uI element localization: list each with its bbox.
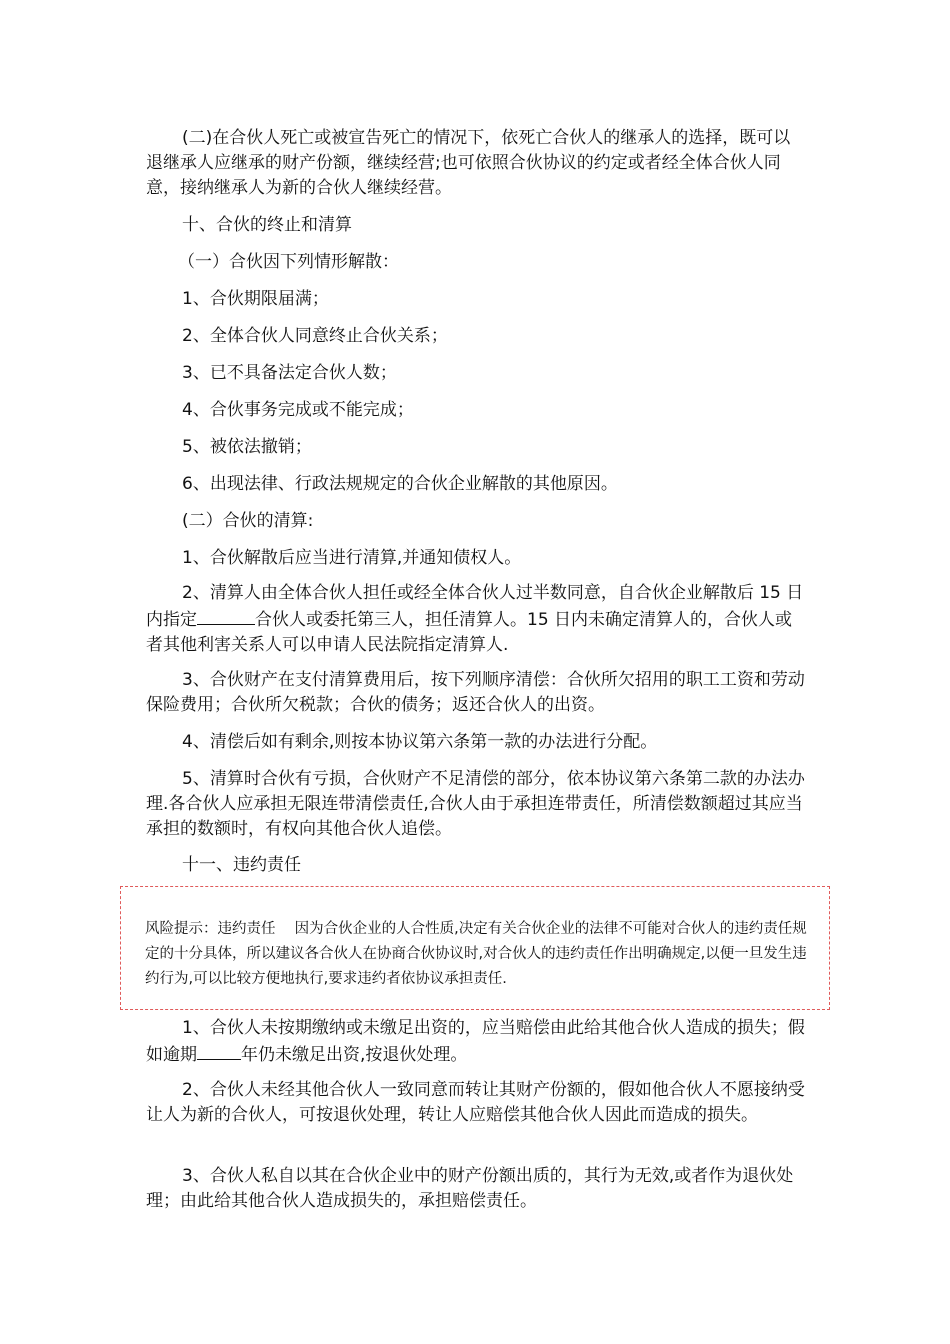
- fill-in-blank[interactable]: [197, 1041, 241, 1060]
- dissolution-item: 2、全体合伙人同意终止合伙关系；: [182, 326, 448, 346]
- subsection-heading-dissolution: （一）合伙因下列情形解散：: [178, 252, 399, 272]
- liquidation-item: 5、清算时合伙有亏损，合伙财产不足清偿的部分，依本协议第六条第二款的办法办理.各合伙人应承担无限连带清偿责任,合伙人由于承担连带责任，所清偿数额超过其应当承担的数额时，有权向其他合伙人追偿。: [146, 769, 805, 839]
- liquidation-item-text: 2、清算人由全体合伙人担任或经全体合伙人过半数同意，自合伙企业解散后 15 日内指定: [146, 583, 804, 630]
- liquidation-item-text: 合伙人或委托第三人，担任清算人。15 日内未确定清算人的，合伙人或者其他利害关系人可以申请人民法院指定清算人.: [146, 610, 793, 655]
- liquidation-item: 1、合伙解散后应当进行清算,并通知债权人。: [182, 548, 522, 568]
- risk-note-box: [120, 886, 830, 1010]
- section-heading-termination: 十、合伙的终止和清算: [182, 215, 352, 235]
- dissolution-item: 5、被依法撤销；: [182, 437, 312, 457]
- dissolution-item: 4、合伙事务完成或不能完成；: [182, 400, 414, 420]
- risk-note-text: 风险提示：违约责任 因为合伙企业的人合性质,决定有关合伙企业的法律不可能对合伙人的违约责任规定的十分具体，所以建议各合伙人在协商合伙协议时,对合伙人的违约责任作出明确规定,以便一旦发生违约行为,可以比较方便地执行,要求违约者依协议承担责任.: [145, 921, 807, 987]
- breach-item: 2、合伙人未经其他合伙人一致同意而转让其财产份额的，假如他合伙人不愿接纳受让人为新的合伙人，可按退伙处理，转让人应赔偿其他合伙人因此而造成的损失。: [146, 1080, 805, 1125]
- dissolution-item: 6、出现法律、行政法规规定的合伙企业解散的其他原因。: [182, 474, 618, 494]
- liquidation-item: 4、清偿后如有剩余,则按本协议第六条第一款的办法进行分配。: [182, 732, 658, 752]
- subsection-heading-liquidation: (二）合伙的清算:: [182, 511, 314, 531]
- breach-item: [146, 1016, 806, 1068]
- paragraph-partner-death: (二)在合伙人死亡或被宣告死亡的情况下，依死亡合伙人的继承人的选择，既可以退继承人应继承的财产份额，继续经营;也可依照合伙协议的约定或者经全体合伙人同意，接纳继承人为新的合伙人继续经营。: [146, 128, 791, 198]
- dissolution-item: 1、合伙期限届满；: [182, 289, 329, 309]
- breach-item: 3、合伙人私自以其在合伙企业中的财产份额出质的，其行为无效,或者作为退伙处理；由此给其他合伙人造成损失的，承担赔偿责任。: [146, 1166, 794, 1211]
- breach-item-text: 1、合伙人未按期缴纳或未缴足出资的，应当赔偿由此给其他合伙人造成的损失；假如逾期: [146, 1018, 805, 1065]
- dissolution-item: 3、已不具备法定合伙人数；: [182, 363, 397, 383]
- section-heading-breach: 十一、违约责任: [182, 855, 301, 875]
- fill-in-blank[interactable]: [197, 606, 255, 625]
- liquidation-item: 3、合伙财产在支付清算费用后，按下列顺序清偿：合伙所欠招用的职工工资和劳动保险费用；合伙所欠税款；合伙的债务；返还合伙人的出资。: [146, 670, 805, 715]
- liquidation-item: [146, 581, 806, 658]
- breach-item-text: 年仍未缴足出资,按退伙处理。: [241, 1045, 468, 1065]
